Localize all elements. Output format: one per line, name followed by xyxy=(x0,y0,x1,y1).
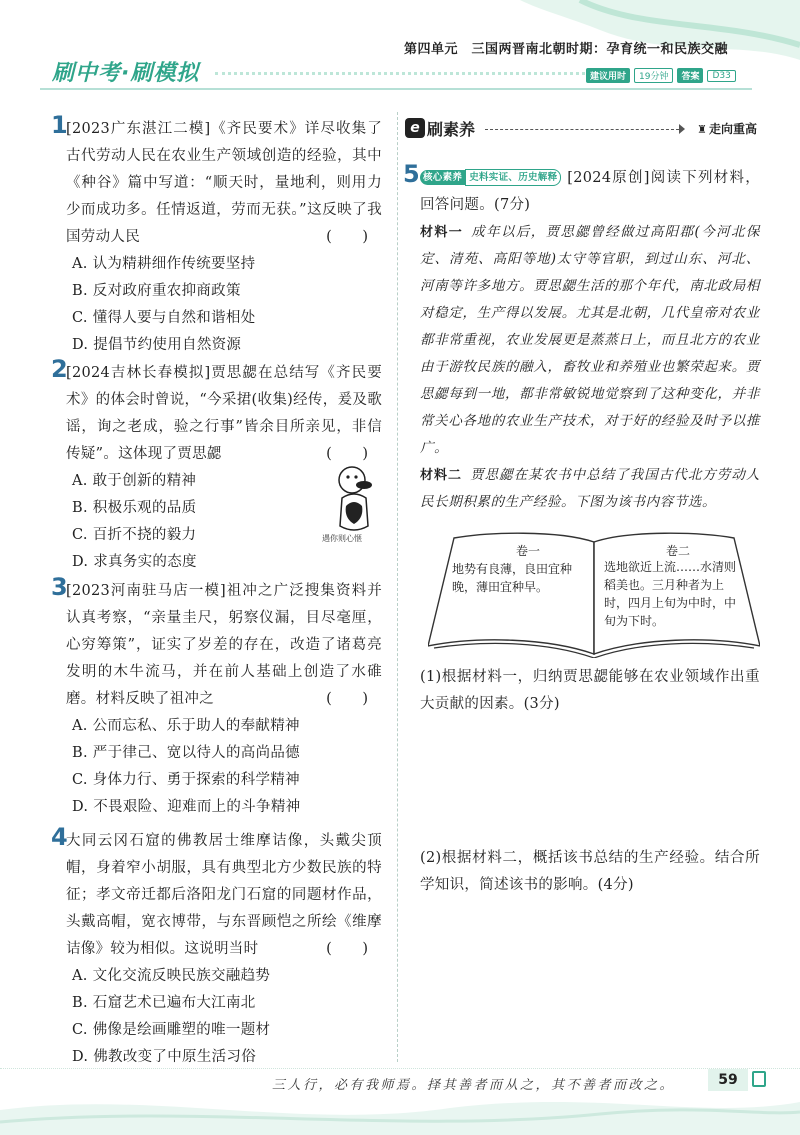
book-left-text: 地势有良薄，良田宜种晚，薄田宜种早。 xyxy=(452,562,573,594)
unit-title: 第四单元 三国两晋南北朝时期：孕育统一和民族交融 xyxy=(404,42,729,57)
option-d[interactable]: D. 提倡节约使用自然资源 xyxy=(72,337,242,353)
option-b[interactable]: B. 反对政府重农抑商政策 xyxy=(72,283,241,299)
arrow-right-icon xyxy=(679,124,685,134)
option-a[interactable]: A. 敢于创新的精神 xyxy=(72,473,197,489)
option-d[interactable]: D. 佛教改变了中原生活习俗 xyxy=(72,1049,257,1065)
section-icon: e xyxy=(405,118,425,138)
suggested-time-label: 建议用时 xyxy=(586,68,630,83)
brand-logo xyxy=(52,56,199,86)
book-right-text: 选地欲近上流……水清则稻美也。三月种者为上时，四月上旬为中时，中旬为下时。 xyxy=(604,560,737,628)
book-stand-icon xyxy=(752,1071,766,1087)
question-number: 3 xyxy=(51,573,68,601)
stem-text: [2023广东湛江二模]《齐民要术》详尽收集了古代劳动人民在农业生产领域创造的经验，其中《种谷》篇中写道：“顺天时，量地利，则用力少而成功多。任情返道，劳而无获。”这反映了我国劳动人民 xyxy=(66,121,382,245)
answer-label: 答案 xyxy=(677,68,703,83)
answer-bracket: ( ) xyxy=(326,691,376,707)
subquestion-1: (1)根据材料一，归纳贾思勰能够在农业领域作出重大贡献的因素。(3分) xyxy=(420,669,760,712)
option-a[interactable]: A. 公而忘私、乐于助人的奉献精神 xyxy=(72,718,300,734)
footer-motto: 三人行，必有我师焉。择其善者而从之，其不善者而改之。 xyxy=(272,1078,676,1093)
material-1-text: 成年以后，贾思勰曾经做过高阳郡(今河北保定、清苑、高阳等地)太守等官职，到过山东、河北、河南等许多地方。贾思勰生活的那个年代，南北政局相对稳定，生产得以发展。尤其是北朝，几代皇帝对农业都非常重视，农业发展更是蒸蒸日上，而且北方的农业由于游牧民族的融入，畜牧业和养殖业也繁荣起来。贾思勰每到一地，都非常敏锐地觉察到了这种变化，并非常关心各地的农业生产技术，对于好的经验及时予以推广。 xyxy=(420,224,760,456)
header-rule xyxy=(40,88,752,90)
material-1-label: 材料一 xyxy=(420,225,464,240)
section-right-text: 走向重高 xyxy=(708,122,757,136)
material-2-text: 贾思勰在某农书中总结了我国古代北方劳动人民长期积累的生产经验。下图为该书内容节选。 xyxy=(420,467,760,510)
question-1 xyxy=(51,111,382,359)
option-b[interactable]: B. 积极乐观的品质 xyxy=(72,500,197,516)
question-5 xyxy=(403,160,760,516)
tower-icon: ♜ xyxy=(697,123,707,136)
question-4 xyxy=(51,823,382,1071)
section-dashed-line xyxy=(485,129,679,130)
brand-text: 刷中考·刷模拟 xyxy=(52,60,200,86)
answer-bracket: ( ) xyxy=(326,446,376,462)
subquestion-2: (2)根据材料二，概括该书总结的生产经验。结合所学知识，简述该书的影响。(4分) xyxy=(420,850,760,893)
answer-page: D33 xyxy=(707,70,735,82)
cartoon-caption: 遇你则心惬 xyxy=(322,534,362,543)
open-book-illustration xyxy=(428,528,760,658)
q5-lead: [2024原创]阅读下列材料，回答问题。(7分) xyxy=(420,170,760,213)
option-b[interactable]: B. 严于律己、宽以待人的高尚品德 xyxy=(72,745,300,761)
book-left-title: 卷一 xyxy=(515,544,540,558)
question-stem xyxy=(420,165,760,219)
book-right-title: 卷二 xyxy=(665,544,690,558)
stem-text: 大同云冈石窟的佛教居士维摩诘像，头戴尖顶帽，身着窄小胡服，具有典型北方少数民族的特征；孝文帝迁都后洛阳龙门石窟的同题材作品，头戴高帽，宽衣博带，与东晋顾恺之所绘《维摩诘像》较为相似。这说明当时 xyxy=(66,833,382,957)
option-a[interactable]: A. 认为精耕细作传统要坚持 xyxy=(72,256,256,272)
brand-dotted-rule xyxy=(215,72,585,75)
question-number: 2 xyxy=(51,355,68,383)
section-header xyxy=(405,118,757,140)
skill-tag: 史料实证、历史解释 xyxy=(465,169,561,186)
section-right-label xyxy=(697,120,757,137)
option-d[interactable]: D. 求真务实的态度 xyxy=(72,554,197,570)
material-2-label: 材料二 xyxy=(420,468,463,483)
core-literacy-tag: 核心素养 xyxy=(420,170,465,185)
question-stem xyxy=(66,578,382,713)
option-c[interactable]: C. 身体力行、勇于探索的科学精神 xyxy=(72,772,300,788)
stem-text: [2024吉林长春模拟]贾思勰在总结写《齐民要术》的体会时曾说，“今采捃(收集)经传，爰及歌谣，询之老成，验之行事”皆余目所亲见，非信传疑”。这体现了贾思勰 xyxy=(66,365,382,462)
answer-bracket: ( ) xyxy=(326,229,376,245)
page-number: 59 xyxy=(708,1069,748,1091)
suggested-time-box xyxy=(586,68,736,83)
footer-rule xyxy=(0,1068,800,1069)
question-number: 1 xyxy=(51,111,68,139)
option-c[interactable]: C. 佛像是绘画雕塑的唯一题材 xyxy=(72,1022,271,1038)
question-number: 4 xyxy=(51,823,68,851)
question-number: 5 xyxy=(403,160,420,188)
suggested-time-value: 19分钟 xyxy=(634,68,673,83)
option-a[interactable]: A. 文化交流反映民族交融趋势 xyxy=(72,968,271,984)
question-stem xyxy=(66,828,382,963)
question-stem xyxy=(66,360,382,468)
question-stem xyxy=(66,116,382,251)
option-c[interactable]: C. 百折不挠的毅力 xyxy=(72,527,197,543)
footer-wave-decoration xyxy=(0,1090,800,1135)
stem-text: [2023河南驻马店一模]祖冲之广泛搜集资料并认真考察，“亲量圭尺，躬察仪漏，目尽毫厘，心穷筹策”，证实了岁差的存在，改造了诸葛亮发明的木牛流马，并在前人基础上创造了水碓磨。材料反映了祖冲之 xyxy=(66,583,382,707)
option-c[interactable]: C. 懂得人要与自然和谐相处 xyxy=(72,310,256,326)
question-3 xyxy=(51,573,382,821)
option-d[interactable]: D. 不畏艰险、迎难而上的斗争精神 xyxy=(72,799,301,815)
column-divider xyxy=(397,112,398,1062)
material-1 xyxy=(420,219,760,462)
answer-bracket: ( ) xyxy=(326,941,376,957)
section-title: 刷素养 xyxy=(427,120,476,139)
option-b[interactable]: B. 石窟艺术已遍布大江南北 xyxy=(72,995,256,1011)
material-2 xyxy=(420,462,760,516)
